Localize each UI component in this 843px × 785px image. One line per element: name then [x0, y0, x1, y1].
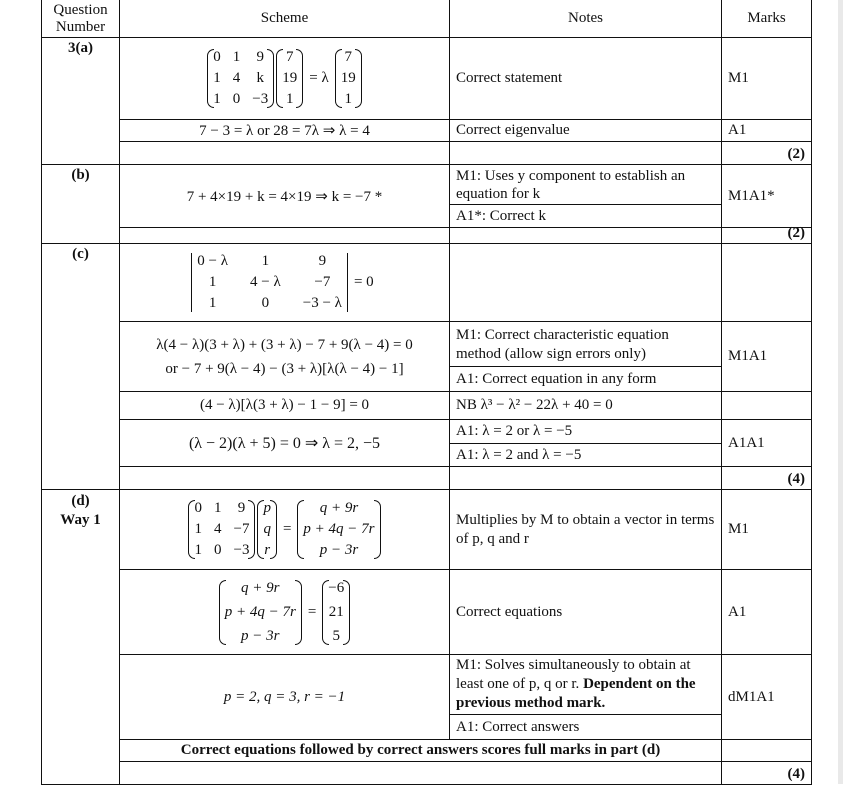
- question-d-label-cell: [41, 489, 120, 785]
- mark-c2: A1A1: [721, 419, 812, 467]
- matrix-entry: 7: [285, 49, 294, 65]
- blank-cell: [449, 466, 722, 490]
- question-c-label: (c): [41, 243, 120, 490]
- blank-cell: [119, 466, 450, 490]
- header-marks: Marks: [721, 0, 812, 38]
- matrix-entry: 1: [194, 521, 202, 537]
- matrix-entry: 0 − λ: [197, 253, 229, 269]
- mark-a2: A1: [721, 119, 812, 142]
- total-c: (4): [721, 466, 812, 490]
- eigenvalue-working: 7 − 3 = λ or 28 = 7λ ⇒ λ = 4: [119, 119, 450, 142]
- header-question-number: Question Number: [41, 0, 120, 38]
- determinant-equation: [119, 243, 450, 322]
- note-c-r1: A1: λ = 2 or λ = −5: [449, 419, 722, 444]
- matrix-entry: 1: [213, 70, 221, 86]
- blank-cell: [721, 243, 812, 322]
- solution: p = 2, q = 3, r = −1: [119, 654, 450, 740]
- matrix-entry: 21: [328, 603, 344, 620]
- mark-a1: M1: [721, 37, 812, 120]
- note-d3-dependent: Dependent on the previous method mark.: [456, 676, 696, 711]
- mark-d3: dM1A1: [721, 654, 812, 740]
- question-b-label: (b): [41, 164, 120, 244]
- matrix-entry: q + 9r: [241, 579, 280, 596]
- matrix-entry: 0: [261, 295, 270, 311]
- header-notes: Notes: [449, 0, 722, 38]
- matrix-entry: 19: [282, 70, 298, 86]
- note-c-r2: A1: λ = 2 and λ = −5: [449, 443, 722, 467]
- matrix-entry: q + 9r: [319, 500, 359, 516]
- matrix-entry: p + 4q − 7r: [303, 521, 375, 537]
- matrix-entry: 1: [344, 91, 352, 107]
- total-a: (2): [721, 141, 812, 165]
- note-b1: M1: Uses y component to establish an equation for k: [449, 164, 722, 205]
- blank-cell: [449, 141, 722, 165]
- blank-cell: [449, 227, 722, 244]
- characteristic-equation: [119, 321, 450, 392]
- char-equation-line1: λ(4 − λ)(3 + λ) + (3 + λ) − 7 + 9(λ − 4) = 0: [156, 336, 413, 353]
- matrix-entry: 1: [285, 91, 294, 107]
- matrix-entry: k: [256, 70, 264, 86]
- equals-zero: = 0: [353, 274, 374, 290]
- matrix-entry: 1: [213, 91, 221, 107]
- mark-d2: A1: [721, 569, 812, 655]
- matrix-entry: −6: [328, 579, 345, 596]
- rhs-vector: [322, 580, 350, 645]
- matrix-m: [188, 500, 255, 559]
- char-equation-line2: or − 7 + 9(λ − 4) − (3 + λ)[λ(λ − 4) − 1]: [165, 360, 404, 377]
- question-d-label: (d): [71, 493, 90, 509]
- matrix-entry: 7: [344, 49, 352, 65]
- note-c-a1: A1: Correct equation in any form: [449, 366, 722, 392]
- note-b2: A1*: Correct k: [449, 204, 722, 228]
- matrix-entry: 1: [213, 500, 222, 516]
- eigenvalue-roots: (λ − 2)(λ + 5) = 0 ⇒ λ = 2, −5: [119, 419, 450, 467]
- part-d-multiplication: [119, 489, 450, 570]
- equals-sign: =: [282, 521, 292, 537]
- factorised-equation: (4 − λ)[λ(3 + λ) − 1 − 9] = 0: [119, 391, 450, 420]
- determinant: [191, 253, 348, 312]
- mark-b: M1A1*: [721, 164, 812, 228]
- note-a2: Correct eigenvalue: [449, 119, 722, 142]
- matrix-entry: −3 − λ: [302, 295, 342, 311]
- matrix-entry: 9: [237, 500, 246, 516]
- footer-note: Correct equations followed by correct answers scores full marks in part (d): [119, 739, 722, 762]
- matrix-entry: 1: [261, 253, 270, 269]
- total-b: (2): [721, 227, 812, 244]
- matrix-entry: −3: [233, 542, 250, 558]
- blank-cell: [119, 227, 450, 244]
- note-c-m1: M1: Correct characteristic equation method (allow sign errors only): [449, 321, 722, 367]
- matrix-entry: 9: [256, 49, 264, 65]
- way-label: Way 1: [60, 512, 101, 528]
- matrix-entry: 1: [208, 295, 217, 311]
- note-d4: A1: Correct answers: [449, 714, 722, 740]
- matrix-entry: 4: [213, 521, 222, 537]
- lhs-vector: [219, 580, 302, 645]
- scrollbar-track[interactable]: [838, 0, 843, 784]
- matrix-entry: p: [263, 500, 271, 516]
- eigenvector: [276, 49, 303, 108]
- result-vector: [297, 500, 380, 559]
- matrix-entry: 0: [194, 500, 202, 516]
- blank-cell: [119, 141, 450, 165]
- matrix-entry: 1: [194, 542, 202, 558]
- matrix-entry: 19: [340, 70, 356, 86]
- note-d2: Correct equations: [449, 569, 722, 655]
- matrix-entry: 1: [232, 49, 241, 65]
- part-d-equations: [119, 569, 450, 655]
- question-3a-label: 3(a): [41, 37, 120, 165]
- eigenvector-rhs: [335, 49, 362, 108]
- matrix-entry: p − 3r: [319, 542, 359, 558]
- matrix-entry: −7: [233, 521, 250, 537]
- mark-c1: M1A1: [721, 321, 812, 392]
- matrix-entry: q: [263, 521, 271, 537]
- matrix-entry: 9: [318, 253, 327, 269]
- matrix-entry: 4 − λ: [250, 274, 281, 290]
- blank-cell: [119, 761, 722, 785]
- matrix-entry: 4: [232, 70, 241, 86]
- blank-cell: [721, 391, 812, 420]
- matrix-entry: 5: [332, 627, 341, 644]
- total-d: (4): [721, 761, 812, 785]
- matrix-entry: −3: [252, 91, 269, 107]
- note-d3-text: M1: Solves simultaneously to obtain at least one of p, q or r.: [456, 657, 691, 692]
- part-a-eigen-equation: [119, 37, 450, 120]
- header-scheme: Scheme: [119, 0, 450, 38]
- matrix-entry: p + 4q − 7r: [224, 603, 296, 620]
- matrix-entry: p − 3r: [241, 627, 280, 644]
- note-d3: [449, 654, 722, 715]
- matrix-entry: 0: [232, 91, 241, 107]
- vector-pqr: [257, 500, 277, 559]
- note-a1: Correct statement: [449, 37, 722, 120]
- matrix-m: [207, 49, 274, 108]
- matrix-entry: 0: [213, 49, 221, 65]
- matrix-entry: 0: [213, 542, 222, 558]
- matrix-entry: 1: [208, 274, 217, 290]
- matrix-entry: −7: [314, 274, 331, 290]
- equals-lambda: = λ: [309, 70, 329, 86]
- blank-cell: [449, 243, 722, 322]
- blank-cell: [721, 739, 812, 762]
- note-d1: Multiplies by M to obtain a vector in terms of p, q and r: [449, 489, 722, 570]
- note-nb: NB λ³ − λ² − 22λ + 40 = 0: [449, 391, 722, 420]
- matrix-entry: r: [264, 542, 271, 558]
- part-b-scheme: 7 + 4×19 + k = 4×19 ⇒ k = −7 *: [119, 164, 450, 228]
- equals-sign: =: [307, 603, 317, 620]
- mark-d1: M1: [721, 489, 812, 570]
